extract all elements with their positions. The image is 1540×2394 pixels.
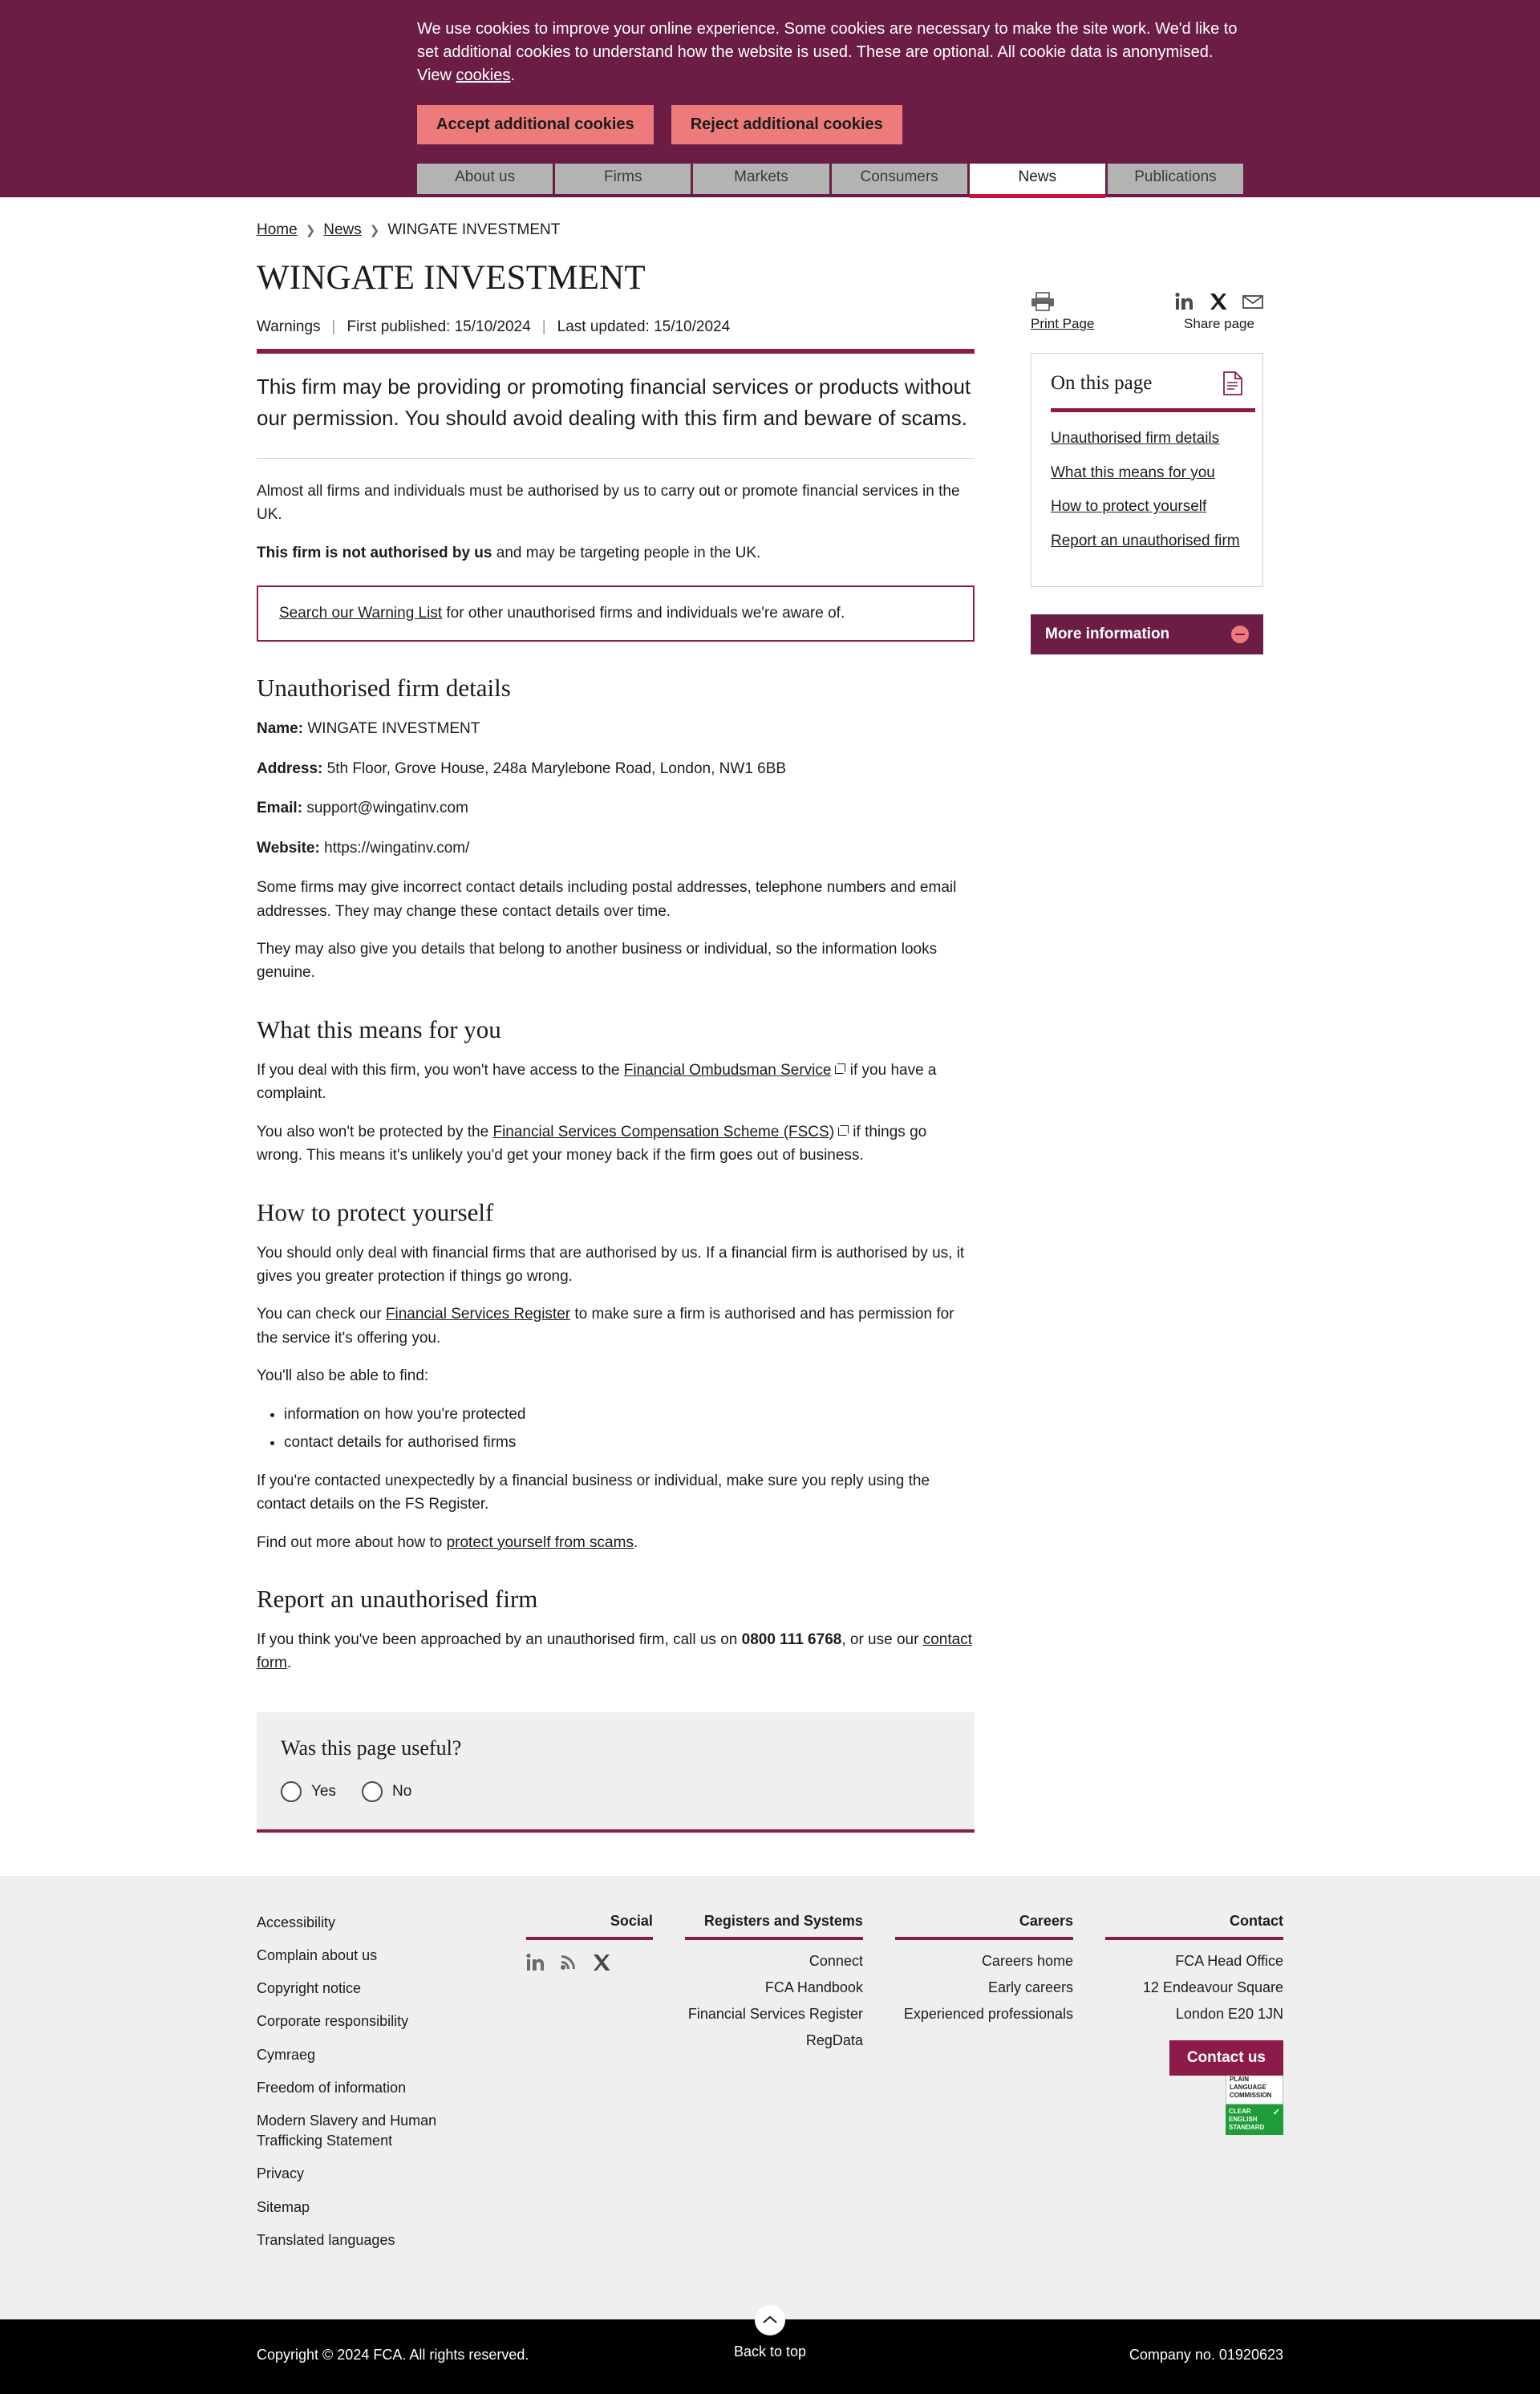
- financial-services-register-link[interactable]: Financial Services Register: [385, 1306, 571, 1323]
- on-this-page-title: On this page: [1051, 372, 1153, 394]
- firm-field-website-label: Website:: [257, 839, 320, 857]
- footer-link-careers-home[interactable]: Careers home: [981, 1952, 1073, 1969]
- report-paragraph: [257, 1628, 975, 1675]
- page-meta: [257, 318, 975, 336]
- main-navigation: [0, 168, 1540, 197]
- contact-form-link[interactable]: contact form: [257, 1630, 972, 1672]
- means-p1-before: If you deal with this firm, you won't have access to the: [257, 1061, 624, 1079]
- means-p2-after: if things go wrong. This means it's unlikely you'd get your money back if the firm goes out of business.: [257, 1123, 927, 1165]
- checkmark-icon: ✓: [1272, 2107, 1281, 2117]
- plain-language-badge-words: [1229, 2108, 1264, 2132]
- x-twitter-icon[interactable]: [592, 1953, 611, 1972]
- firm-field-name-value: WINGATE INVESTMENT: [307, 720, 480, 738]
- protect-paragraph-5: [257, 1531, 975, 1554]
- report-phone-number: 0800 111 6768: [741, 1630, 842, 1648]
- protect-paragraph-1: You should only deal with financial firms that are authorised by us. If a financial firm is authorised by us, it gives you greater protection if things go wrong.: [257, 1244, 965, 1285]
- meta-first-published: First published: 15/10/2024: [346, 318, 531, 335]
- external-link-icon: [838, 1125, 849, 1136]
- protect-paragraph-3: You'll also be able to find:: [257, 1367, 429, 1385]
- footer-address-line-2: 12 Endeavour Square: [1142, 1979, 1284, 1995]
- nav-tab-markets[interactable]: Markets: [693, 164, 829, 194]
- share-page-group: [1175, 292, 1263, 332]
- footer-careers-title: Careers: [895, 1913, 1073, 1940]
- nav-tab-publications[interactable]: Publications: [1108, 164, 1243, 194]
- section-heading-firm-details: Unauthorised firm details: [257, 674, 511, 703]
- firm-field-website: [257, 836, 975, 860]
- search-warning-list-link[interactable]: Search our Warning List: [279, 605, 443, 622]
- badge-word-english: ENGLISH: [1229, 2115, 1258, 2123]
- footer-link-copyright-notice[interactable]: Copyright notice: [257, 1980, 362, 1997]
- on-this-page-rule: [1051, 408, 1255, 412]
- document-icon: [1222, 371, 1243, 395]
- bottom-bar: [0, 2319, 1540, 2394]
- footer-link-experienced-professionals[interactable]: Experienced professionals: [903, 2005, 1073, 2022]
- firm-field-email-label: Email:: [257, 800, 303, 817]
- footer-registers-title: Registers and Systems: [685, 1913, 863, 1940]
- email-icon[interactable]: [1242, 292, 1263, 311]
- page-title: WINGATE INVESTMENT: [257, 259, 646, 297]
- report-mid: , or use our: [841, 1630, 923, 1648]
- firm-field-name: [257, 717, 975, 740]
- linkedin-icon[interactable]: [526, 1953, 545, 1972]
- firm-field-address-value: 5th Floor, Grove House, 248a Marylebone Road, London, NW1 6BB: [326, 760, 787, 777]
- firm-field-address-label: Address:: [257, 760, 323, 777]
- firm-field-email-value: support@wingatinv.com: [306, 800, 468, 817]
- breadcrumb: [257, 197, 1283, 244]
- external-link-icon: [835, 1063, 845, 1074]
- footer-link-privacy[interactable]: Privacy: [257, 2165, 305, 2182]
- not-authorised-rest: and may be targeting people in the UK.: [492, 544, 761, 561]
- more-information-accordion[interactable]: [1031, 614, 1263, 654]
- cookies-link[interactable]: cookies: [456, 67, 511, 84]
- warning-list-callout-text: for other unauthorised firms and individuals we're aware of.: [442, 605, 845, 622]
- firm-field-email: [257, 796, 975, 820]
- on-this-page-link-report-firm[interactable]: Report an unauthorised firm: [1051, 532, 1240, 549]
- footer-address-line-1: FCA Head Office: [1175, 1952, 1284, 1969]
- print-page-button[interactable]: [1031, 292, 1094, 332]
- back-to-top-button[interactable]: [0, 2305, 1540, 2360]
- footer-link-financial-services-register[interactable]: Financial Services Register: [687, 2005, 863, 2022]
- footer-column-contact: [1105, 1913, 1283, 2263]
- collapse-minus-icon[interactable]: [1231, 626, 1249, 643]
- on-this-page-link-means-for-you[interactable]: What this means for you: [1051, 464, 1215, 481]
- nav-tab-about-us[interactable]: About us: [417, 164, 553, 194]
- footer-column-careers: [895, 1913, 1073, 2263]
- on-this-page-link-firm-details[interactable]: Unauthorised firm details: [1051, 430, 1220, 447]
- footer-address-line-3: London E20 1JN: [1175, 2005, 1284, 2022]
- footer-column-social: [526, 1913, 653, 2263]
- footer-link-translated-languages[interactable]: Translated languages: [257, 2231, 395, 2248]
- site-footer: [0, 1876, 1540, 2319]
- means-p1-after: if you have a complaint.: [257, 1061, 937, 1103]
- meta-divider: |: [331, 318, 336, 335]
- company-number: Company no. 01920623: [1129, 2346, 1283, 2363]
- lead-paragraph: This firm may be providing or promoting financial services or products without our permission. You should avoid dealing with this firm and beware of scams.: [257, 375, 971, 430]
- share-page-label: Share page: [1184, 316, 1254, 331]
- protect-p5-before: Find out more about how to: [257, 1533, 447, 1551]
- means-p2-before: You also won't be protected by the: [257, 1123, 493, 1140]
- firm-field-name-label: Name:: [257, 720, 304, 738]
- chevron-up-icon[interactable]: [755, 2305, 785, 2335]
- footer-link-cymraeg[interactable]: Cymraeg: [257, 2046, 316, 2063]
- footer-social-title: Social: [526, 1913, 653, 1940]
- cookie-text-part-1: We use cookies to improve your online experience. Some cookies are necessary to make the site work. We'd like to set additional cookies to understand how the website is used. These are optional. All cookie data is anonymised. View: [417, 20, 1238, 84]
- rss-icon[interactable]: [560, 1953, 578, 1972]
- contact-us-button[interactable]: Contact us: [1169, 2040, 1283, 2076]
- accept-additional-cookies-button[interactable]: Accept additional cookies: [417, 105, 654, 144]
- feedback-yes-label: Yes: [311, 1782, 336, 1800]
- firm-details-note-2: They may also give you details that belong to another business or individual, so the information looks genuine.: [257, 940, 938, 982]
- intro-paragraph-1: Almost all firms and individuals must be authorised by us to carry out or promote financial services in the UK.: [257, 483, 960, 524]
- firm-field-address: [257, 757, 975, 780]
- breadcrumb-separator-icon: ❯: [369, 224, 380, 237]
- breadcrumb-news[interactable]: News: [323, 221, 362, 238]
- protect-p2-after: to make sure a firm is authorised and has permission for the service it's offering you.: [257, 1306, 954, 1347]
- cookie-banner: [0, 0, 1540, 168]
- protect-yourself-from-scams-link[interactable]: protect yourself from scams: [446, 1533, 634, 1551]
- financial-ombudsman-service-link[interactable]: Financial Ombudsman Service: [623, 1061, 832, 1079]
- footer-link-connect[interactable]: Connect: [808, 1952, 863, 1969]
- footer-link-modern-slavery-statement[interactable]: Modern Slavery and Human Trafficking Statement: [257, 2112, 437, 2149]
- feedback-no-option[interactable]: [362, 1781, 411, 1802]
- feedback-question: Was this page useful?: [281, 1736, 462, 1760]
- protect-paragraph-2: [257, 1302, 975, 1350]
- cookie-banner-text: [417, 18, 1243, 87]
- breadcrumb-current: WINGATE INVESTMENT: [387, 221, 561, 238]
- radio-button-yes[interactable]: [281, 1781, 302, 1802]
- report-before: If you think you've been approached by an unauthorised firm, call us on: [257, 1630, 742, 1648]
- copyright-text: Copyright © 2024 FCA. All rights reserved.: [257, 2346, 529, 2363]
- footer-link-freedom-of-information[interactable]: Freedom of information: [257, 2079, 407, 2096]
- print-page-label: Print Page: [1031, 316, 1095, 331]
- firm-field-website-value: https://wingatinv.com/: [324, 839, 470, 857]
- badge-word-clear: CLEAR: [1229, 2107, 1251, 2115]
- breadcrumb-separator-icon: ❯: [305, 224, 316, 237]
- footer-link-fca-handbook[interactable]: FCA Handbook: [764, 1979, 863, 1995]
- footer-utility-links: [257, 1913, 494, 2263]
- means-paragraph-2: [257, 1120, 975, 1168]
- means-paragraph-1: [257, 1059, 975, 1106]
- nav-tab-consumers[interactable]: Consumers: [832, 164, 967, 194]
- footer-link-regdata[interactable]: RegData: [805, 2031, 863, 2048]
- fscs-link[interactable]: Financial Services Compensation Scheme (FSCS): [492, 1123, 835, 1140]
- plain-language-badge-top: PLAIN LANGUAGE COMMISSION: [1226, 2055, 1283, 2104]
- printer-icon: [1031, 292, 1094, 311]
- meta-last-updated: Last updated: 15/10/2024: [557, 318, 731, 335]
- radio-button-no[interactable]: [362, 1781, 383, 1802]
- main-content: [257, 244, 975, 1833]
- linkedin-icon[interactable]: [1175, 292, 1194, 311]
- sidebar: [1031, 244, 1263, 1833]
- firm-details-note-1: Some firms may give incorrect contact details including postal addresses, telephone numbers and email addresses. They may change these contact details over time.: [257, 879, 957, 920]
- meta-divider: |: [541, 318, 546, 335]
- protect-paragraph-4: If you're contacted unexpectedly by a financial business or individual, make sure you reply using the contact details on the FS Register.: [257, 1472, 930, 1513]
- protect-bullet-list: [257, 1403, 975, 1455]
- footer-contact-title: Contact: [1105, 1913, 1283, 1940]
- footer-link-corporate-responsibility[interactable]: Corporate responsibility: [257, 2013, 409, 2030]
- footer-link-accessibility[interactable]: Accessibility: [257, 1914, 336, 1930]
- feedback-yes-option[interactable]: [281, 1781, 336, 1802]
- section-heading-means-for-you: What this means for you: [257, 1015, 501, 1043]
- not-authorised-bold: This firm is not authorised by us: [257, 544, 492, 561]
- nav-tab-firms[interactable]: Firms: [555, 164, 691, 194]
- list-item: • information on how you're protected: [284, 1403, 975, 1426]
- list-item: • contact details for authorised firms: [284, 1431, 975, 1454]
- back-to-top-label: Back to top: [733, 2343, 807, 2360]
- accent-rule: [257, 349, 975, 354]
- nav-tab-news[interactable]: News: [970, 164, 1105, 198]
- section-heading-protect-yourself: How to protect yourself: [257, 1197, 494, 1226]
- feedback-no-label: No: [392, 1782, 412, 1800]
- plain-language-badge-bottom: [1226, 2104, 1283, 2135]
- footer-column-registers: [685, 1913, 863, 2263]
- on-this-page-link-protect-yourself[interactable]: How to protect yourself: [1051, 498, 1207, 516]
- report-after: .: [287, 1655, 292, 1672]
- cookie-text-part-2: .: [510, 67, 515, 84]
- protect-p2-before: You can check our: [257, 1306, 386, 1323]
- intro-paragraph-2: [257, 541, 975, 565]
- on-this-page-panel: [1031, 353, 1263, 587]
- more-information-label: More information: [1045, 625, 1170, 642]
- section-heading-report-firm: Report an unauthorised firm: [257, 1584, 538, 1613]
- footer-link-early-careers[interactable]: Early careers: [987, 1979, 1073, 1995]
- badge-word-standard: STANDARD: [1229, 2123, 1265, 2131]
- page-feedback-box: [257, 1712, 975, 1833]
- footer-link-complain-about-us[interactable]: Complain about us: [257, 1947, 378, 1963]
- x-twitter-icon[interactable]: [1209, 292, 1228, 311]
- footer-link-sitemap[interactable]: Sitemap: [257, 2198, 310, 2215]
- warning-list-callout: [257, 585, 975, 642]
- breadcrumb-home[interactable]: Home: [257, 221, 298, 238]
- divider: [257, 458, 975, 459]
- reject-additional-cookies-button[interactable]: Reject additional cookies: [671, 105, 902, 144]
- protect-p5-after: .: [633, 1533, 638, 1551]
- meta-category: Warnings: [257, 318, 321, 335]
